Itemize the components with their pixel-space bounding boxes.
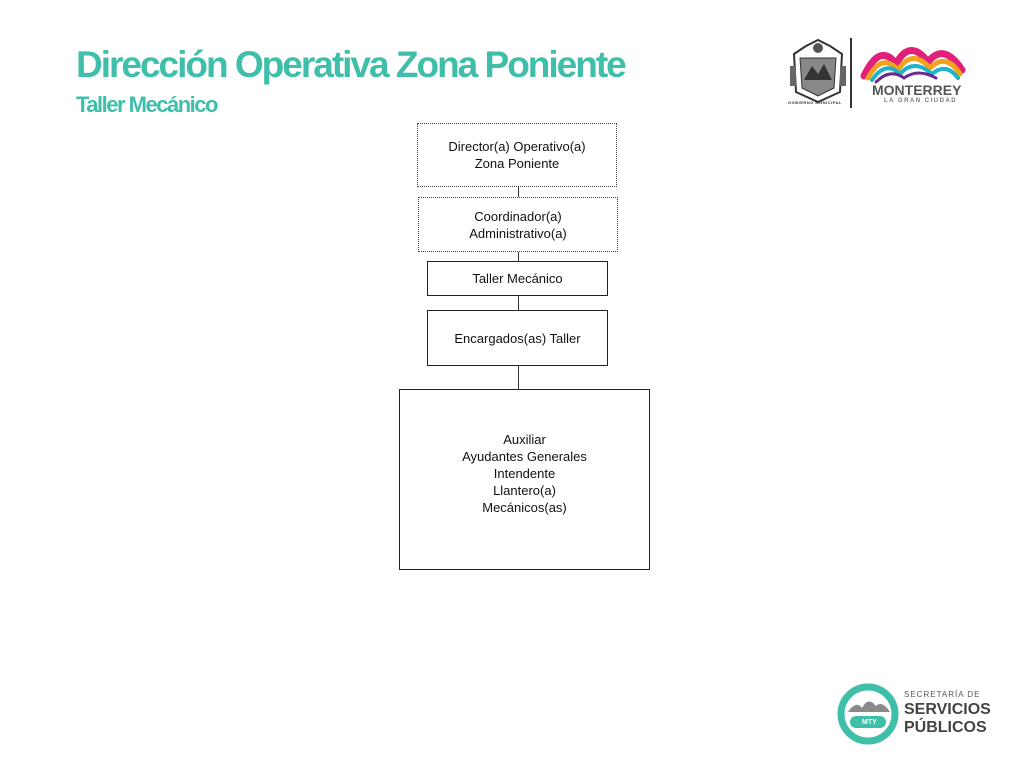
node-director [417,123,617,187]
node-coordinator [418,197,618,252]
connector-taller-encargados [518,296,519,310]
publicos-label: PÚBLICOS [904,719,987,736]
staff-intendente: Intendente [493,466,556,481]
connector-encargados-staff [518,366,519,390]
municipal-caption: GOBIERNO MUNICIPAL [788,100,842,105]
staff-ayudantes: Ayudantes Generales [462,449,587,464]
page-subtitle: Taller Mecánico [76,92,217,117]
connector-coordinator-taller [518,252,519,261]
connector-director-coordinator [518,187,519,197]
taller-label: Taller Mecánico [472,271,563,286]
page-title: Dirección Operativa Zona Poniente [76,44,625,85]
monterrey-wordmark: MONTERREY [872,82,962,98]
header-logos [786,36,986,117]
monterrey-tagline: LA GRAN CIUDAD [884,98,958,104]
encargados-label: Encargados(as) Taller [454,330,581,346]
servicios-label: SERVICIOS [904,701,991,718]
node-staff [399,389,650,570]
servicios-publicos-logo [836,682,991,753]
director-title: Director(a) Operativo(a) [448,139,586,154]
mty-label: MTY [862,719,877,726]
secretaria-label: SECRETARÍA DE [904,690,981,699]
staff-auxiliar: Auxiliar [503,432,546,447]
node-encargados [427,310,608,366]
coordinator-title: Coordinador(a) [474,208,562,224]
director-zone: Zona Poniente [474,156,560,171]
mty-circle-icon [836,682,902,748]
node-taller [427,261,608,296]
staff-mecanicos: Mecánicos(as) [482,500,567,515]
coordinator-area: Administrativo(a) [469,225,567,241]
staff-llantero: Llantero(a) [493,483,556,498]
